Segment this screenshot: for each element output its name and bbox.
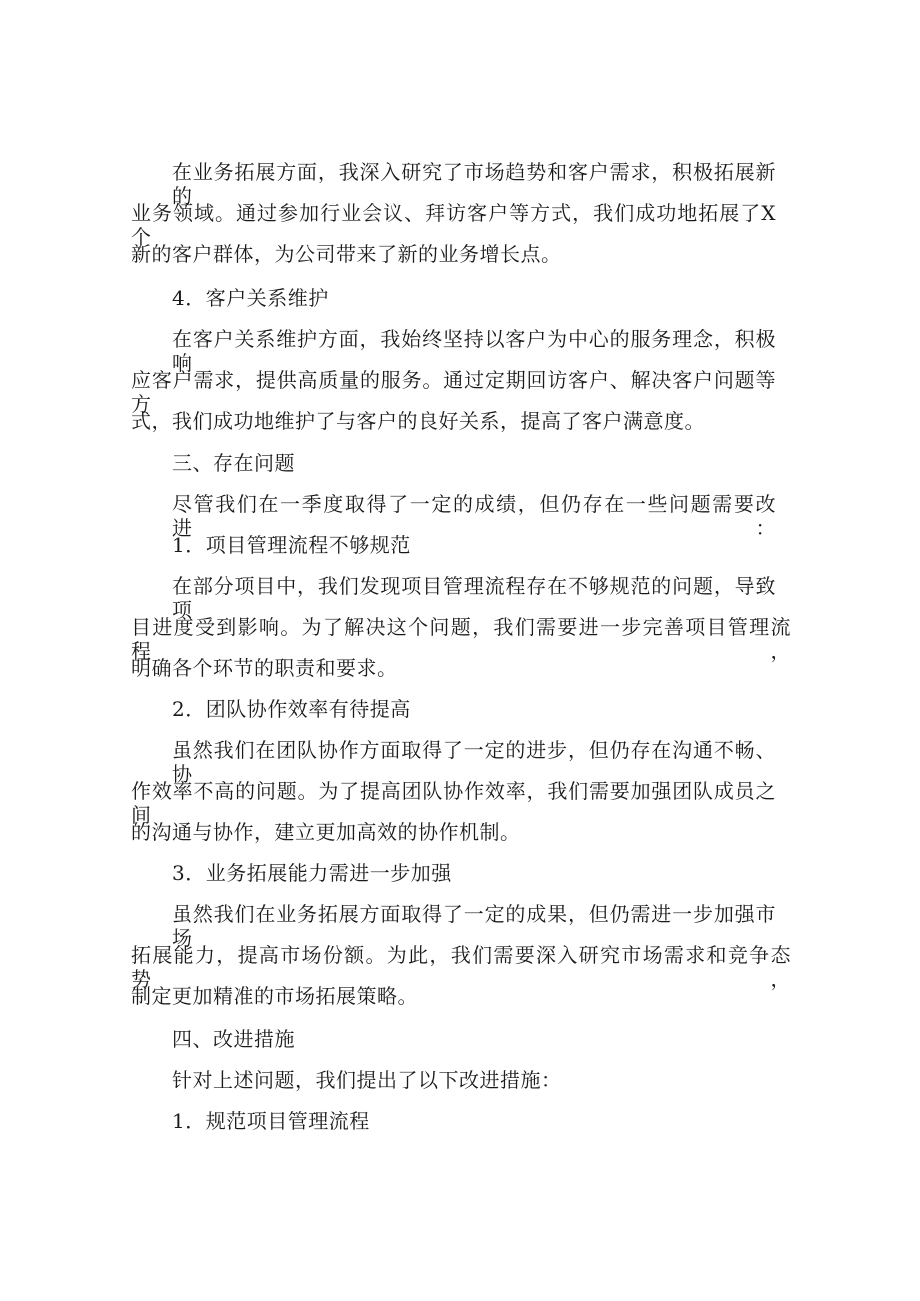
- chapter-heading-improvements: 四、改进措施: [172, 1027, 295, 1051]
- section-heading-customer-relations: 4．客户关系维护: [172, 286, 329, 310]
- section-heading-project-process: 1．项目管理流程不够规范: [172, 533, 411, 557]
- text-line: 业务领域。通过参加行业会议、拜访客户等方式，我们成功地拓展了X个: [131, 201, 776, 249]
- section-heading-standardize-process: 1．规范项目管理流程: [172, 1109, 370, 1133]
- text-line: 在业务拓展方面，我深入研究了市场趋势和客户需求，积极拓展新的: [172, 160, 776, 208]
- text-line: 应客户需求，提供高质量的服务。通过定期回访客户、解决客户问题等方: [131, 368, 776, 416]
- section-heading-business-capability: 3．业务拓展能力需进一步加强: [172, 861, 452, 885]
- text-line: 在客户关系维护方面，我始终坚持以客户为中心的服务理念，积极响: [172, 327, 776, 375]
- paragraph-issues-intro: 尽管我们在一季度取得了一定的成绩，但仍存在一些问题需要改进：: [172, 492, 776, 540]
- text-line: 在部分项目中，我们发现项目管理流程存在不够规范的问题，导致项: [172, 574, 776, 622]
- chapter-heading-issues: 三、存在问题: [172, 451, 295, 475]
- text-line: 虽然我们在团队协作方面取得了一定的进步，但仍存在沟通不畅、协: [172, 738, 776, 786]
- text-line: 拓展能力，提高市场份额。为此，我们需要深入研究市场需求和竞争态势，: [131, 943, 791, 991]
- text-line: 作效率不高的问题。为了提高团队协作效率，我们需要加强团队成员之间: [131, 779, 776, 827]
- text-line: 式，我们成功地维护了与客户的良好关系，提高了客户满意度。: [131, 409, 705, 433]
- text-line: 的沟通与协作，建立更加高效的协作机制。: [131, 820, 521, 844]
- text-line: 目进度受到影响。为了解决这个问题，我们需要进一步完善项目管理流程，: [131, 615, 791, 663]
- text-line: 明确各个环节的职责和要求。: [131, 656, 398, 680]
- paragraph-improvements-intro: 针对上述问题，我们提出了以下改进措施：: [172, 1068, 562, 1092]
- text-line: 制定更加精准的市场拓展策略。: [131, 984, 418, 1008]
- text-line: 虽然我们在业务拓展方面取得了一定的成果，但仍需进一步加强市场: [172, 902, 776, 950]
- section-heading-team-collaboration: 2．团队协作效率有待提高: [172, 697, 411, 721]
- text-line: 新的客户群体，为公司带来了新的业务增长点。: [131, 242, 562, 266]
